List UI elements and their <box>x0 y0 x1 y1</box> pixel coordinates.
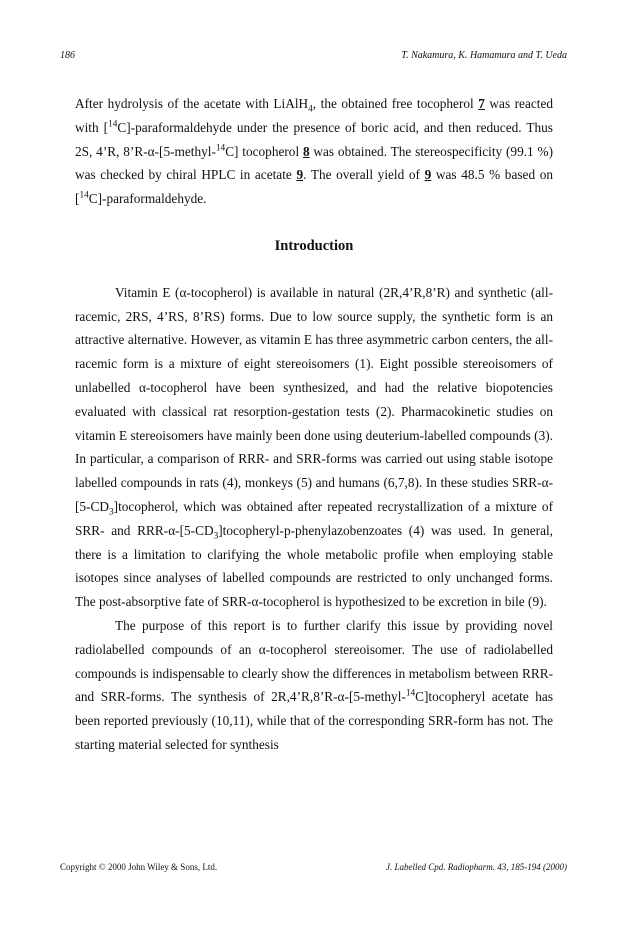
page-number: 186 <box>60 50 75 61</box>
intro-paragraph-1: Vitamin E (α-tocopherol) is available in natural (2R,4’R,8’R) and synthetic (all-racemic, 2RS, 4’RS, 8’RS) forms. Due to low source supply, the synthetic form is an attractive alternative. However, as vitamin E has three asymmetric carbon centers, the all-racemic form is a mixture of eight stereoisomers (1). Eight possible stereoisomers of unlabelled α-tocopherol have been synthesized, and had the relative biopotencies evaluated with classical rat resorption-gestation tests (2). Pharmacokinetic studies on vitamin E stereoisomers have mainly been done using deuterium-labelled compounds (3). In particular, a comparison of RRR- and SRR-forms was carried out using stable isotope labelled compounds in rats (4), monkeys (5) and humans (6,7,8). In these studies SRR-$\alpha-[5-CD_3]tocopherol$, which was obtained after repeated recrystallization of a mixture of SRR- and RRR-$\alpha-[5-CD_3]tocopheryl-p$-phenylazobenzoates (4) was used. In general, there is a limitation to clarifying the whole metabolic profile when employing stable isotopes since analyses of labelled compounds are restricted to only unchanged forms. The post-absorptive fate of SRR-α-tocopherol is hypothesized to be excretion in bile (9). <box>75 284 553 610</box>
page-footer <box>60 862 567 872</box>
body-text <box>75 92 553 757</box>
journal-citation: J. Labelled Cpd. Radiopharm. 43, 185-194 (2000) <box>386 862 567 872</box>
compound-9-label: 9 <box>424 167 432 183</box>
section-heading: Introduction <box>274 237 354 254</box>
running-head <box>60 50 567 61</box>
compound-9-label: 9 <box>296 167 304 183</box>
intro-paragraph-2: The purpose of this report is to further clarify this issue by providing novel radiolabelled compounds of an α-tocopherol stereoisomer. The use of radiolabelled compounds is indispensable to clearly show the differences in metabolism between RRR- and SRR-forms. The synthesis of 2R,4’R,8’R-α-[5-methyl-$^{14}$C]tocopheryl acetate has been reported previously (10,11), while that of the corresponding SRR-form has not. The starting material selected for synthesis <box>75 617 553 752</box>
copyright-notice: Copyright © 2000 John Wiley & Sons, Ltd. <box>60 862 218 872</box>
compound-7-label: 7 <box>478 96 485 111</box>
running-head-authors: T. Nakamura, K. Hamamura and T. Ueda <box>401 50 567 61</box>
compound-8-label: 8 <box>302 143 310 159</box>
abstract-continuation: After hydrolysis of the acetate with LiAlH$_4$, the obtained free tocopherol 7 was reacted with [$^{14}$C]-paraformaldehyde under the presence of boric acid, and then reduced. Thus 2S, 4’R, 8’R-α-[5-methyl-$^{14}$C] tocopherol 8 was obtained. The stereospecificity (99.1 %) was checked by chiral HPLC in acetate 9. The overall yield of 9 was 48.5 % based on [$^{14}$C]-paraformaldehyde. <box>75 96 554 207</box>
